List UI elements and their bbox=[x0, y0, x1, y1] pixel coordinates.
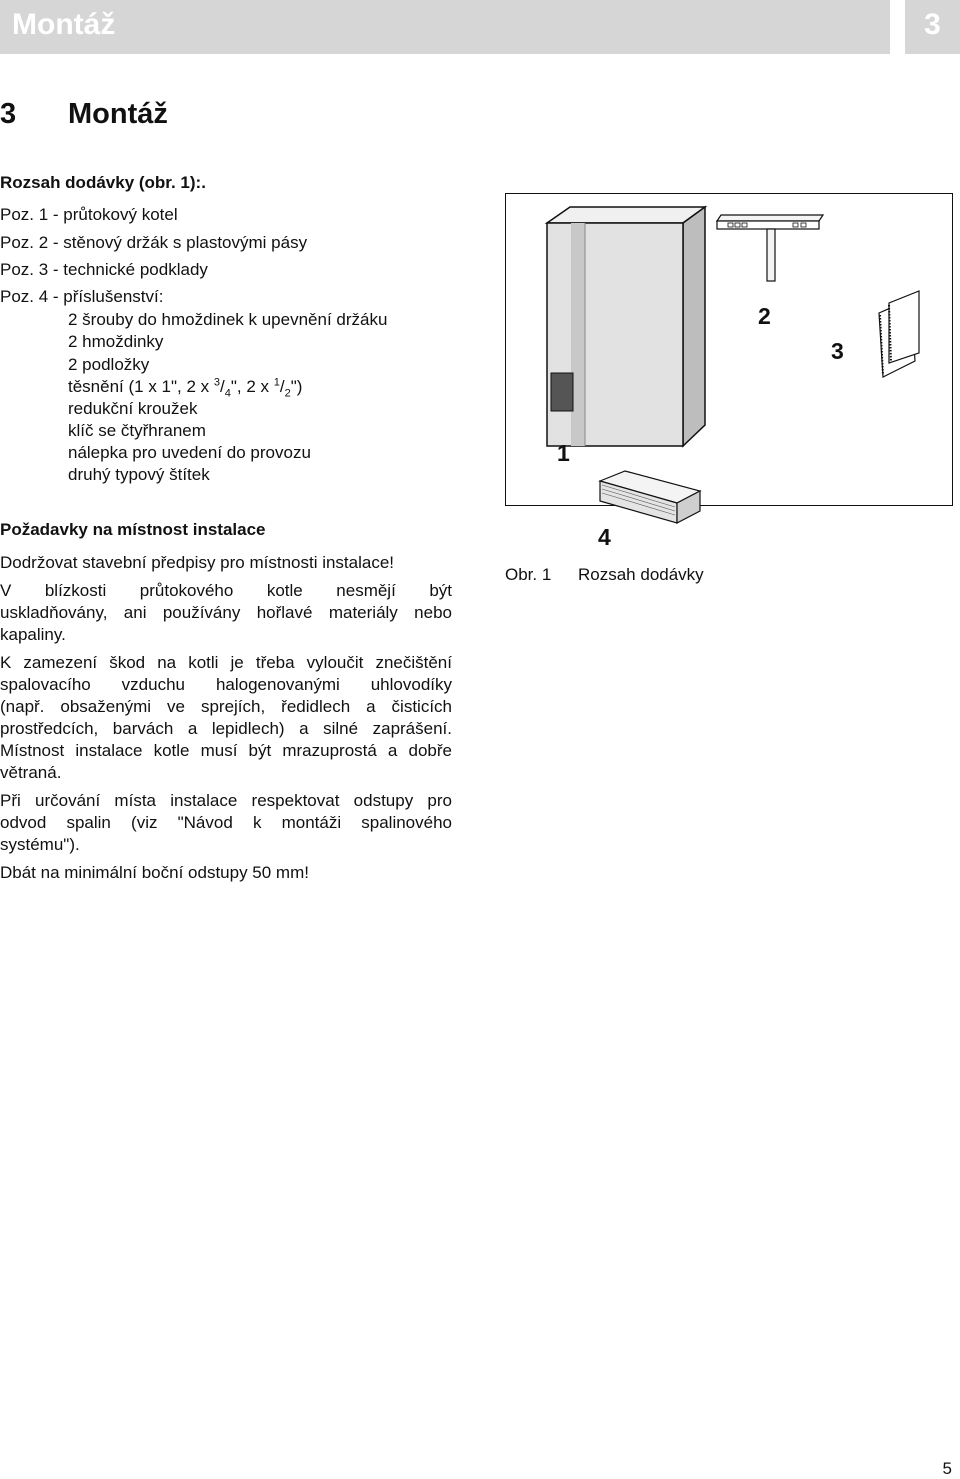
requirements-line: systému"). bbox=[0, 835, 80, 854]
figure-caption-number: Obr. 1 bbox=[505, 565, 552, 584]
figure-label-1: 1 bbox=[557, 440, 570, 466]
requirements-line: Místnost instalace kotle musí být mrazuprostá a dobře bbox=[0, 741, 452, 760]
accessory-item: 2 šrouby do hmoždinek k upevnění držáku bbox=[68, 310, 388, 329]
accessory-item: nálepka pro uvedení do provozu bbox=[68, 443, 311, 462]
header-chapter-number: 3 bbox=[924, 8, 941, 41]
header-bar bbox=[0, 0, 890, 54]
header-title: Montáž bbox=[12, 8, 116, 41]
requirements-line: Dbát na minimální boční odstupy 50 mm! bbox=[0, 863, 309, 882]
chapter-title: Montáž bbox=[68, 98, 168, 130]
page-number: 5 bbox=[942, 1459, 952, 1478]
requirements-line: V blízkosti průtokového kotle nesmějí být bbox=[0, 581, 452, 600]
requirements-line: kapaliny. bbox=[0, 625, 66, 644]
requirements-line: K zamezení škod na kotli je třeba vyloučit znečištění bbox=[0, 653, 452, 672]
figure-label-4: 4 bbox=[598, 524, 611, 550]
accessory-item: druhý typový štítek bbox=[68, 465, 210, 484]
documents-illustration bbox=[879, 291, 919, 377]
requirements-line: (např. obsaženými ve sprejích, ředidlech a čisticích bbox=[0, 697, 452, 716]
delivery-illustration bbox=[505, 193, 953, 558]
requirements-line: prostředcích, barvách a lepidlech) a silné zaprášení. bbox=[0, 719, 452, 738]
requirements-line: Při určování místa instalace respektovat odstupy pro bbox=[0, 791, 452, 810]
delivery-item: Poz. 2 - stěnový držák s plastovými pásy bbox=[0, 233, 308, 252]
accessory-item: redukční kroužek bbox=[68, 399, 198, 418]
delivery-item: Poz. 4 - příslušenství: bbox=[0, 287, 164, 306]
chapter-heading bbox=[0, 98, 168, 131]
requirements-line: uskladňovány, ani používány hořlavé materiály nebo bbox=[0, 603, 452, 622]
accessory-item: 2 hmoždinky bbox=[68, 332, 164, 351]
requirements-heading: Požadavky na místnost instalace bbox=[0, 520, 266, 539]
requirements-line: Dodržovat stavební předpisy pro místnosti instalace! bbox=[0, 553, 395, 572]
accessories-box-illustration bbox=[600, 471, 700, 523]
delivery-item: Poz. 1 - průtokový kotel bbox=[0, 205, 178, 224]
accessory-item: klíč se čtyřhranem bbox=[68, 421, 206, 440]
figure-label-2: 2 bbox=[758, 303, 771, 329]
chapter-number: 3 bbox=[0, 98, 17, 130]
delivery-heading: Rozsah dodávky (obr. 1):. bbox=[0, 173, 206, 192]
accessory-item: 2 podložky bbox=[68, 355, 150, 374]
requirements-line: větraná. bbox=[0, 763, 62, 782]
header-chapter-box bbox=[905, 0, 960, 54]
accessory-item-seals: těsnění (1 x 1", 2 x $^3/_4$", 2 x $^1/_2$") bbox=[68, 376, 303, 400]
requirements-line: odvod spalin (viz "Návod k montáži spalinového bbox=[0, 813, 452, 832]
requirements-line: spalovacího vzduchu halogenovanými uhlovodíky bbox=[0, 675, 452, 694]
figure-caption-text: Rozsah dodávky bbox=[578, 565, 704, 584]
wall-bracket-illustration bbox=[717, 215, 823, 281]
delivery-item: Poz. 3 - technické podklady bbox=[0, 260, 208, 279]
boiler-illustration bbox=[547, 207, 705, 446]
figure-label-3: 3 bbox=[831, 338, 844, 364]
